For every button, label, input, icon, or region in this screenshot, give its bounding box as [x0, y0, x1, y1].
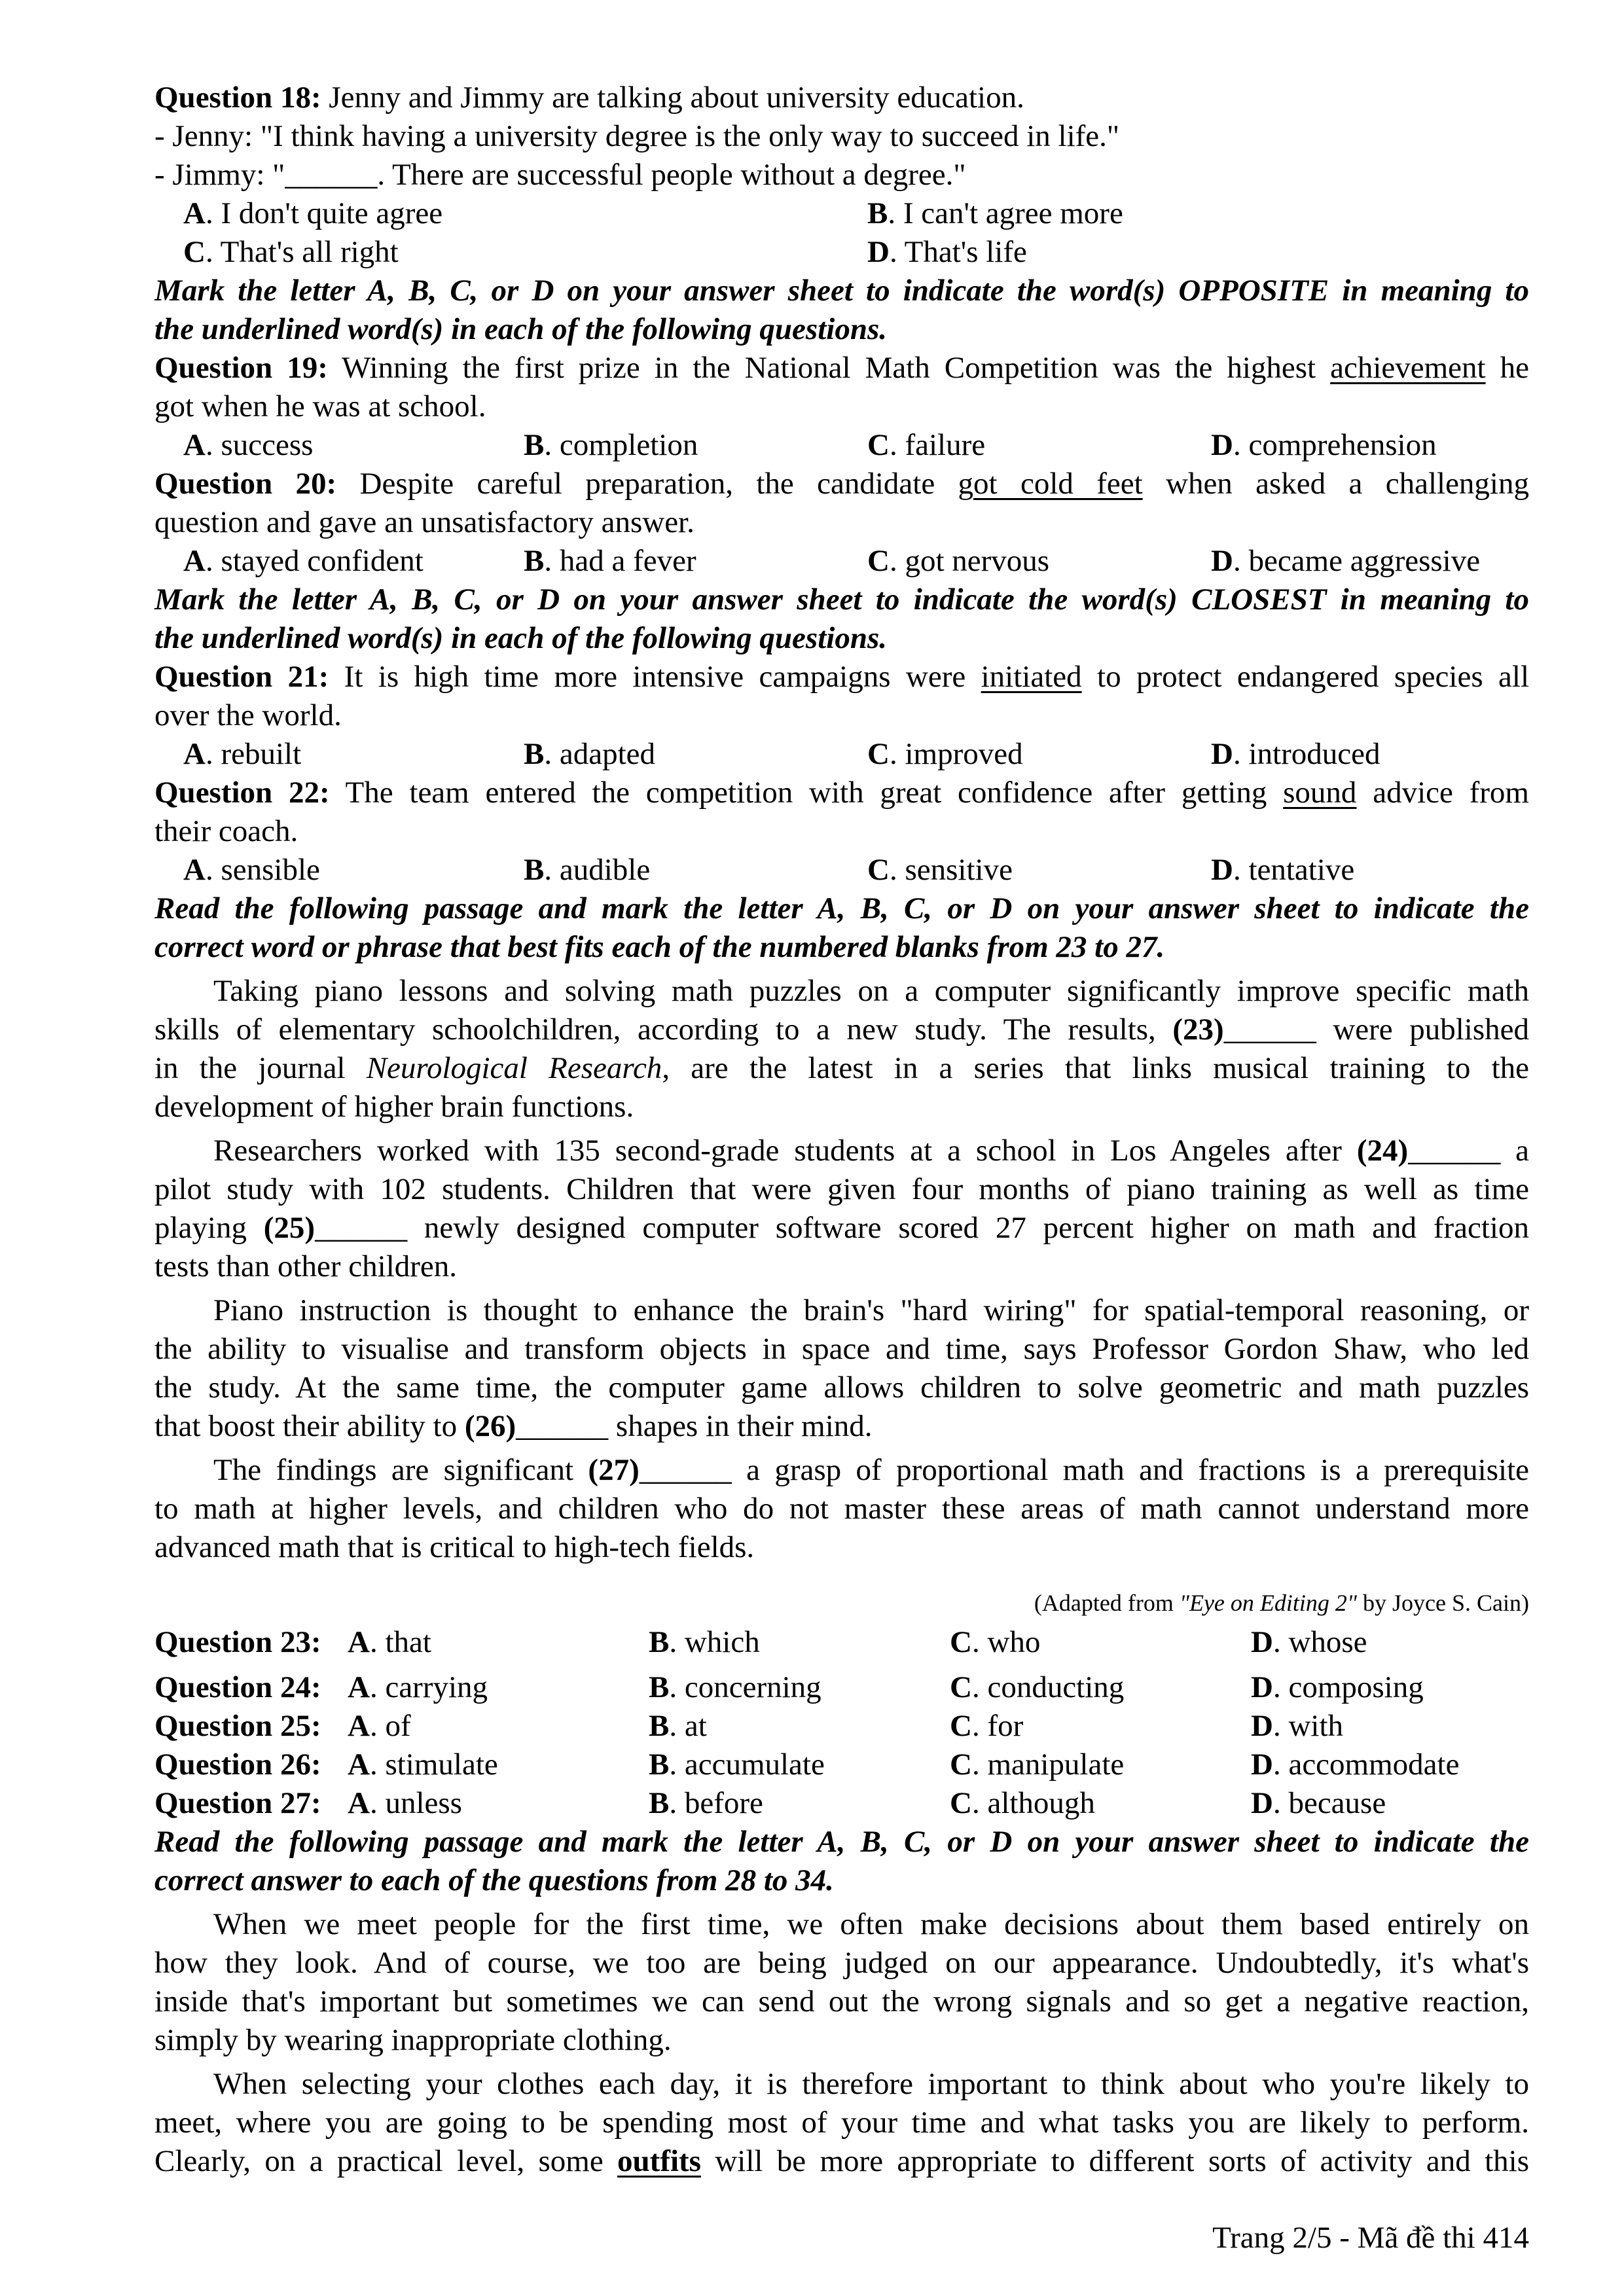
- passage-line: playing (25)______ newly designed computer software scored 27 percent higher on math and fraction: [154, 1211, 1529, 1245]
- options-row: [154, 194, 1529, 233]
- option-a[interactable]: A. unless: [348, 1786, 462, 1820]
- blank-24-number: (24): [1356, 1134, 1409, 1168]
- blank-27-number: (27): [588, 1453, 640, 1487]
- exam-page: [154, 79, 1529, 2181]
- passage-line: in the journal Neurological Research, are the latest in a series that links musical training to the: [154, 1051, 1530, 1085]
- option-b[interactable]: B. at: [649, 1709, 707, 1743]
- table-row: Question 24: A. carrying B. concerning C. conducting D. composing: [154, 1668, 1529, 1707]
- option-d[interactable]: D. whose: [1251, 1625, 1367, 1659]
- cloze-answer-table: [154, 1623, 1529, 1823]
- option-b[interactable]: B. concerning: [649, 1670, 821, 1704]
- option-c[interactable]: C. improved: [867, 737, 1023, 771]
- options-row: [154, 542, 1529, 581]
- blank-27: ______: [639, 1453, 732, 1487]
- option-d[interactable]: D. composing: [1251, 1670, 1424, 1704]
- answer-blank: ______: [285, 158, 378, 192]
- option-d[interactable]: D. became aggressive: [1211, 544, 1481, 578]
- option-c[interactable]: C. sensitive: [867, 853, 1013, 887]
- instruction-opposite: Mark the letter A, B, C, or D on your answer sheet to indicate the word(s) OPPOSITE in meaning to the underlined word(s) in each of the following questions.: [154, 274, 1529, 346]
- blank-25: ______: [315, 1211, 408, 1245]
- table-row: Question 26: A. stimulate B. accumulate C. manipulate D. accommodate: [154, 1746, 1529, 1784]
- option-b[interactable]: B. had a fever: [524, 544, 696, 578]
- option-a[interactable]: A. I don't quite agree: [183, 196, 443, 230]
- passage-line: Clearly, on a practical level, some outfits will be more appropriate to different sorts of activity and this: [154, 2144, 1529, 2178]
- cloze-passage: [154, 972, 1529, 1619]
- option-d[interactable]: D. accommodate: [1251, 1748, 1460, 1782]
- blank-23: ______: [1223, 1013, 1316, 1047]
- option-b[interactable]: B. I can't agree more: [867, 196, 1123, 230]
- option-a[interactable]: A. sensible: [183, 853, 320, 887]
- blank-24: ______: [1408, 1134, 1501, 1168]
- instruction-reading: Read the following passage and mark the letter A, B, C, or D on your answer sheet to indicate the correct answer to each of the questions from 28 to 34.: [154, 1825, 1529, 1897]
- option-c[interactable]: C. although: [950, 1786, 1095, 1820]
- option-a[interactable]: A. that: [348, 1625, 431, 1659]
- options-row: [154, 735, 1529, 774]
- option-a[interactable]: A. rebuilt: [183, 737, 302, 771]
- option-a[interactable]: A. success: [183, 428, 314, 462]
- page-footer: Trang 2/5 - Mã đề thi 414: [1212, 2221, 1529, 2255]
- options-row: [154, 851, 1529, 889]
- table-row: Question 27: A. unless B. before C. although D. because: [154, 1784, 1529, 1823]
- option-c[interactable]: C. manipulate: [950, 1748, 1125, 1782]
- table-row: Question 25: A. of B. at C. for D. with: [154, 1707, 1529, 1746]
- option-b[interactable]: B. accumulate: [649, 1748, 825, 1782]
- option-c[interactable]: C. for: [950, 1709, 1024, 1743]
- option-b[interactable]: B. before: [649, 1786, 763, 1820]
- option-d[interactable]: D. That's life: [867, 235, 1027, 269]
- passage-paragraph: When selecting your clothes each day, it is therefore important to think about who you're likely to meet, where you are going to be spending most of your time and what tasks you are likely to perform. Clearly, on a practical level, some outfits will be more appropriate to different sorts of activity and this: [154, 2065, 1529, 2181]
- instruction-closest: Mark the letter A, B, C, or D on your answer sheet to indicate the word(s) CLOSEST in meaning to the underlined word(s) in each of the following questions.: [154, 583, 1529, 655]
- option-d[interactable]: D. comprehension: [1211, 428, 1437, 462]
- question-21: Question 21: It is high time more intensive campaigns were initiated to protect endangered species all over the world. A. rebuilt B. adapted C. improved D. introduced: [154, 658, 1529, 774]
- passage-line: skills of elementary schoolchildren, according to a new study. The results, (23)______ were published: [154, 1013, 1529, 1047]
- option-d[interactable]: D. because: [1251, 1786, 1386, 1820]
- question-20: Question 20: Despite careful preparation, the candidate got cold feet when asked a challenging question and gave an unsatisfactory answer. A. stayed confident B. had a fever C. got nervous D. became aggressive: [154, 465, 1529, 581]
- option-c[interactable]: C. That's all right: [183, 235, 399, 269]
- underlined-word: initiated: [981, 660, 1082, 694]
- dialogue-jimmy: - Jimmy: "______. There are successful people without a degree.": [154, 158, 966, 192]
- question-18-stem: Question 18: Jenny and Jimmy are talking about university education.: [154, 81, 1024, 115]
- question-22-stem: Question 22: The team entered the competition with great confidence after getting sound advice from: [154, 776, 1529, 810]
- underlined-word: sound: [1283, 776, 1357, 810]
- option-a[interactable]: A. stayed confident: [183, 544, 424, 578]
- option-b[interactable]: B. which: [649, 1625, 760, 1659]
- option-b[interactable]: B. completion: [524, 428, 698, 462]
- question-20-stem: Question 20: Despite careful preparation, the candidate got cold feet when asked a challenging: [154, 467, 1529, 501]
- option-c[interactable]: C. failure: [867, 428, 986, 462]
- underlined-word: achievement: [1330, 351, 1486, 385]
- dialogue-jenny: - Jenny: "I think having a university degree is the only way to succeed in life.": [154, 119, 1120, 153]
- option-c[interactable]: C. conducting: [950, 1670, 1125, 1704]
- passage-line: that boost their ability to (26)______ shapes in their mind.: [154, 1409, 873, 1443]
- question-19: Question 19: Winning the first prize in the National Math Competition was the highest achievement he got when he was at school. A. success B. completion C. failure D. comprehension: [154, 349, 1529, 465]
- options-row: [154, 233, 1529, 272]
- option-c[interactable]: C. got nervous: [867, 544, 1050, 578]
- question-22: Question 22: The team entered the competition with great confidence after getting sound advice from their coach. A. sensible B. audible C. sensitive D. tentative: [154, 774, 1529, 889]
- underlined-word: outfits: [617, 2144, 701, 2178]
- passage-paragraph: Taking piano lessons and solving math puzzles on a computer significantly improve specific math skills of elementary schoolchildren, according to a new study. The results, (23)______ were published in the journal Neurological Research, are the latest in a series that links musical training to the development of higher brain functions.: [154, 974, 1530, 1124]
- blank-25-number: (25): [263, 1211, 316, 1245]
- option-b[interactable]: B. audible: [524, 853, 651, 887]
- blank-23-number: (23): [1172, 1013, 1224, 1047]
- option-a[interactable]: A. carrying: [348, 1670, 488, 1704]
- instruction-cloze: Read the following passage and mark the letter A, B, C, or D on your answer sheet to indicate the correct word or phrase that best fits each of the numbered blanks from 23 to 27.: [154, 891, 1529, 964]
- option-d[interactable]: D. tentative: [1211, 853, 1355, 887]
- blank-26-number: (26): [464, 1409, 516, 1443]
- passage-paragraph: Researchers worked with 135 second-grade students at a school in Los Angeles after (24)______ a pilot study with 102 students. Children that were given four months of piano training as well as time playing (25)______ newly designed computer software scored 27 percent higher on math and fraction tests than other children.: [154, 1132, 1529, 1286]
- passage-line: The findings are significant (27)______ a grasp of proportional math and fractions is a prerequisite: [213, 1453, 1529, 1487]
- question-19-stem: Question 19: Winning the first prize in the National Math Competition was the highest achievement he: [154, 351, 1529, 385]
- passage-paragraph: When we meet people for the first time, we often make decisions about them based entirely on how they look. And of course, we too are being judged on our appearance. Undoubtedly, it's what's inside that's important but sometimes we can send out the wrong signals and so get a negative reaction, simply by wearing inappropriate clothing.: [154, 1907, 1529, 2057]
- option-b[interactable]: B. adapted: [524, 737, 655, 771]
- passage-paragraph: The findings are significant (27)______ a grasp of proportional math and fractions is a prerequisite to math at higher levels, and children who do not master these areas of math cannot understand more advanced math that is critical to high-tech fields.: [154, 1451, 1529, 1567]
- source-citation: (Adapted from "Eye on Editing 2" by Joyce S. Cain): [1034, 1590, 1529, 1616]
- blank-26: ______: [516, 1409, 609, 1443]
- option-a[interactable]: A. stimulate: [348, 1748, 498, 1782]
- option-d[interactable]: D. introduced: [1211, 737, 1380, 771]
- question-18: [154, 79, 1529, 272]
- option-d[interactable]: D. with: [1251, 1709, 1344, 1743]
- question-label: Question 18:: [154, 81, 321, 115]
- option-c[interactable]: C. who: [950, 1625, 1041, 1659]
- options-row: [154, 426, 1529, 465]
- journal-title: Neurological Research: [366, 1051, 662, 1085]
- reading-passage: [154, 1905, 1529, 2181]
- question-21-stem: Question 21: It is high time more intensive campaigns were initiated to protect endangered species all: [154, 660, 1530, 694]
- underlined-word: got cold feet: [958, 467, 1143, 501]
- option-a[interactable]: A. of: [348, 1709, 411, 1743]
- table-row: Question 23: A. that B. which C. who D. whose: [154, 1623, 1529, 1668]
- passage-line: Researchers worked with 135 second-grade students at a school in Los Angeles after (24)______ a: [213, 1134, 1529, 1168]
- passage-paragraph: Piano instruction is thought to enhance the brain's "hard wiring" for spatial-temporal reasoning, or the ability to visualise and transform objects in space and time, says Professor Gordon Shaw, who led the study. At the same time, the computer game allows children to solve geometric and math puzzles that boost their ability to (26)______ shapes in their mind.: [154, 1291, 1529, 1446]
